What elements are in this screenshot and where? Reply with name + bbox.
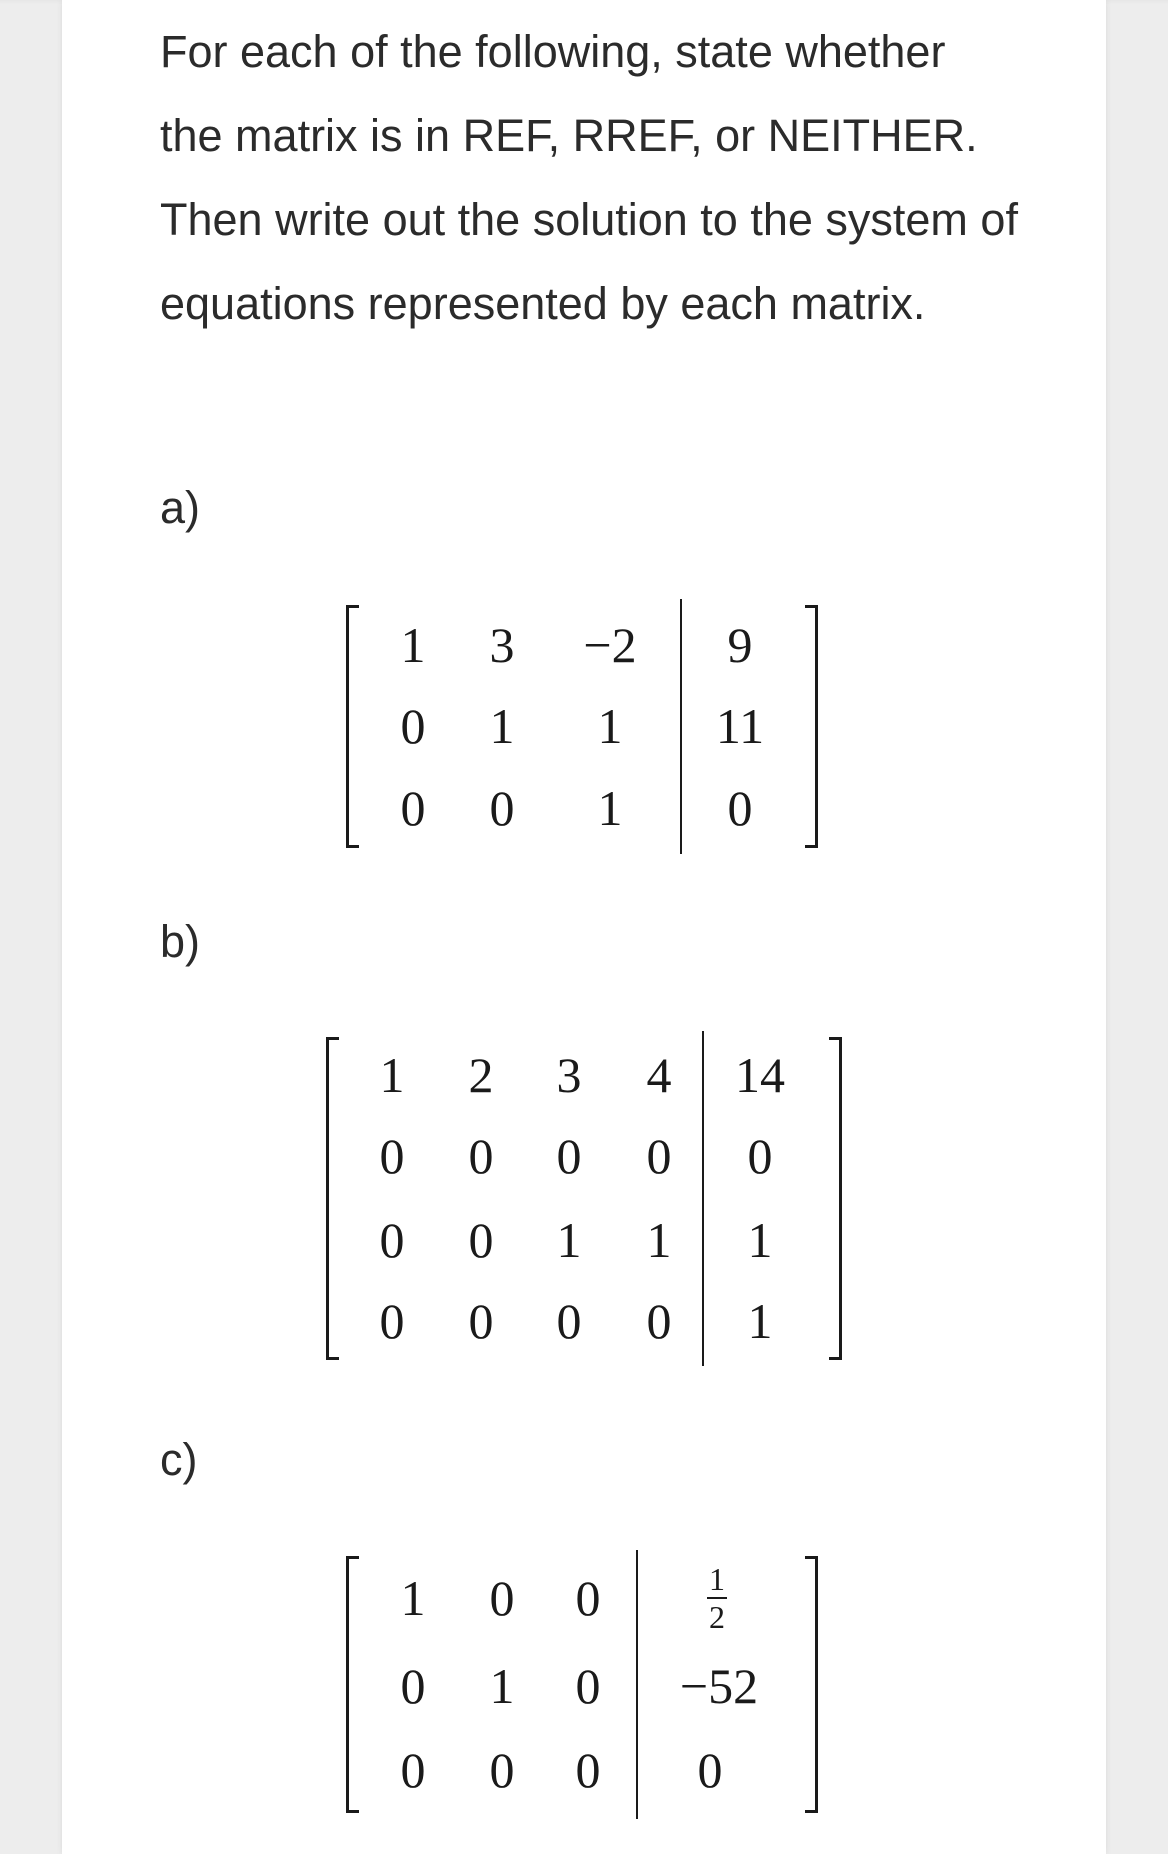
- part-a-label: a): [160, 482, 201, 533]
- matrix-c-augment-bar: [636, 1550, 638, 1819]
- matrix-c-cell: 0: [489, 1570, 515, 1626]
- matrix-b: [326, 1037, 842, 1360]
- matrix-c: [346, 1556, 818, 1813]
- matrix-b-cell: 2: [468, 1047, 494, 1103]
- matrix-c-fraction: [707, 1563, 727, 1633]
- matrix-b-cell: 1: [646, 1212, 672, 1268]
- matrix-a-cell: 1: [489, 698, 515, 754]
- matrix-c-cell: 0: [400, 1742, 426, 1798]
- matrix-b-augment-bar: [702, 1031, 704, 1366]
- matrix-a-cell: 0: [400, 780, 426, 836]
- matrix-b-cell: 0: [379, 1293, 405, 1349]
- matrix-a-cell: 1: [400, 617, 426, 673]
- matrix-c-cell: −52: [679, 1658, 759, 1714]
- matrix-a-cell: 1: [597, 780, 623, 836]
- matrix-a-cell: −2: [583, 617, 637, 673]
- matrix-b-cell: 1: [747, 1293, 773, 1349]
- matrix-b-cell: 14: [735, 1047, 785, 1103]
- matrix-b-cell: 0: [468, 1128, 494, 1184]
- matrix-b-cell: 0: [468, 1212, 494, 1268]
- matrix-b-cell: 1: [556, 1212, 582, 1268]
- matrix-c-left-bracket: [346, 1556, 359, 1813]
- matrix-b-cell: 0: [379, 1212, 405, 1268]
- matrix-b-cell: 4: [646, 1047, 672, 1103]
- part-c-label: c): [160, 1434, 198, 1485]
- matrix-b-cell: 3: [556, 1047, 582, 1103]
- matrix-a-cell: 0: [727, 780, 753, 836]
- matrix-b-cell: 0: [646, 1128, 672, 1184]
- matrix-b-cell: 0: [468, 1293, 494, 1349]
- fraction-denominator: 2: [709, 1599, 725, 1635]
- matrix-c-cell: 0: [575, 1570, 601, 1626]
- matrix-a-right-bracket: [805, 605, 818, 848]
- fraction-numerator: 1: [709, 1561, 725, 1597]
- matrix-b-cell: 0: [556, 1128, 582, 1184]
- matrix-a-cell: 0: [489, 780, 515, 836]
- matrix-b-cell: 0: [646, 1293, 672, 1349]
- matrix-a-cell: 9: [727, 617, 753, 673]
- matrix-a: [346, 605, 818, 848]
- matrix-a-cell: 3: [489, 617, 515, 673]
- matrix-c-cell: 1: [489, 1658, 515, 1714]
- matrix-c-right-bracket: [805, 1556, 818, 1813]
- matrix-b-right-bracket: [829, 1037, 842, 1360]
- matrix-c-cell: 0: [575, 1742, 601, 1798]
- matrix-c-cell: 0: [575, 1658, 601, 1714]
- matrix-a-cell: 1: [597, 698, 623, 754]
- matrix-a-cell: 11: [715, 698, 765, 754]
- part-b-label: b): [160, 916, 201, 967]
- matrix-a-left-bracket: [346, 605, 359, 848]
- matrix-b-cell: 0: [747, 1128, 773, 1184]
- matrix-b-cell: 1: [379, 1047, 405, 1103]
- matrix-a-augment-bar: [680, 599, 682, 854]
- matrix-b-cell: 0: [379, 1128, 405, 1184]
- matrix-c-cell: 1: [400, 1570, 426, 1626]
- matrix-c-cell: 0: [697, 1742, 723, 1798]
- matrix-b-cell: 1: [747, 1212, 773, 1268]
- matrix-c-cell: 0: [489, 1742, 515, 1798]
- matrix-c-cell: 0: [400, 1658, 426, 1714]
- matrix-a-cell: 0: [400, 698, 426, 754]
- matrix-b-left-bracket: [326, 1037, 339, 1360]
- matrix-b-cell: 0: [556, 1293, 582, 1349]
- question-text: For each of the following, state whether the matrix is in REF, RREF, or NEITHER. Then write out the solution to the system of equations represented by each matrix.: [160, 26, 1018, 329]
